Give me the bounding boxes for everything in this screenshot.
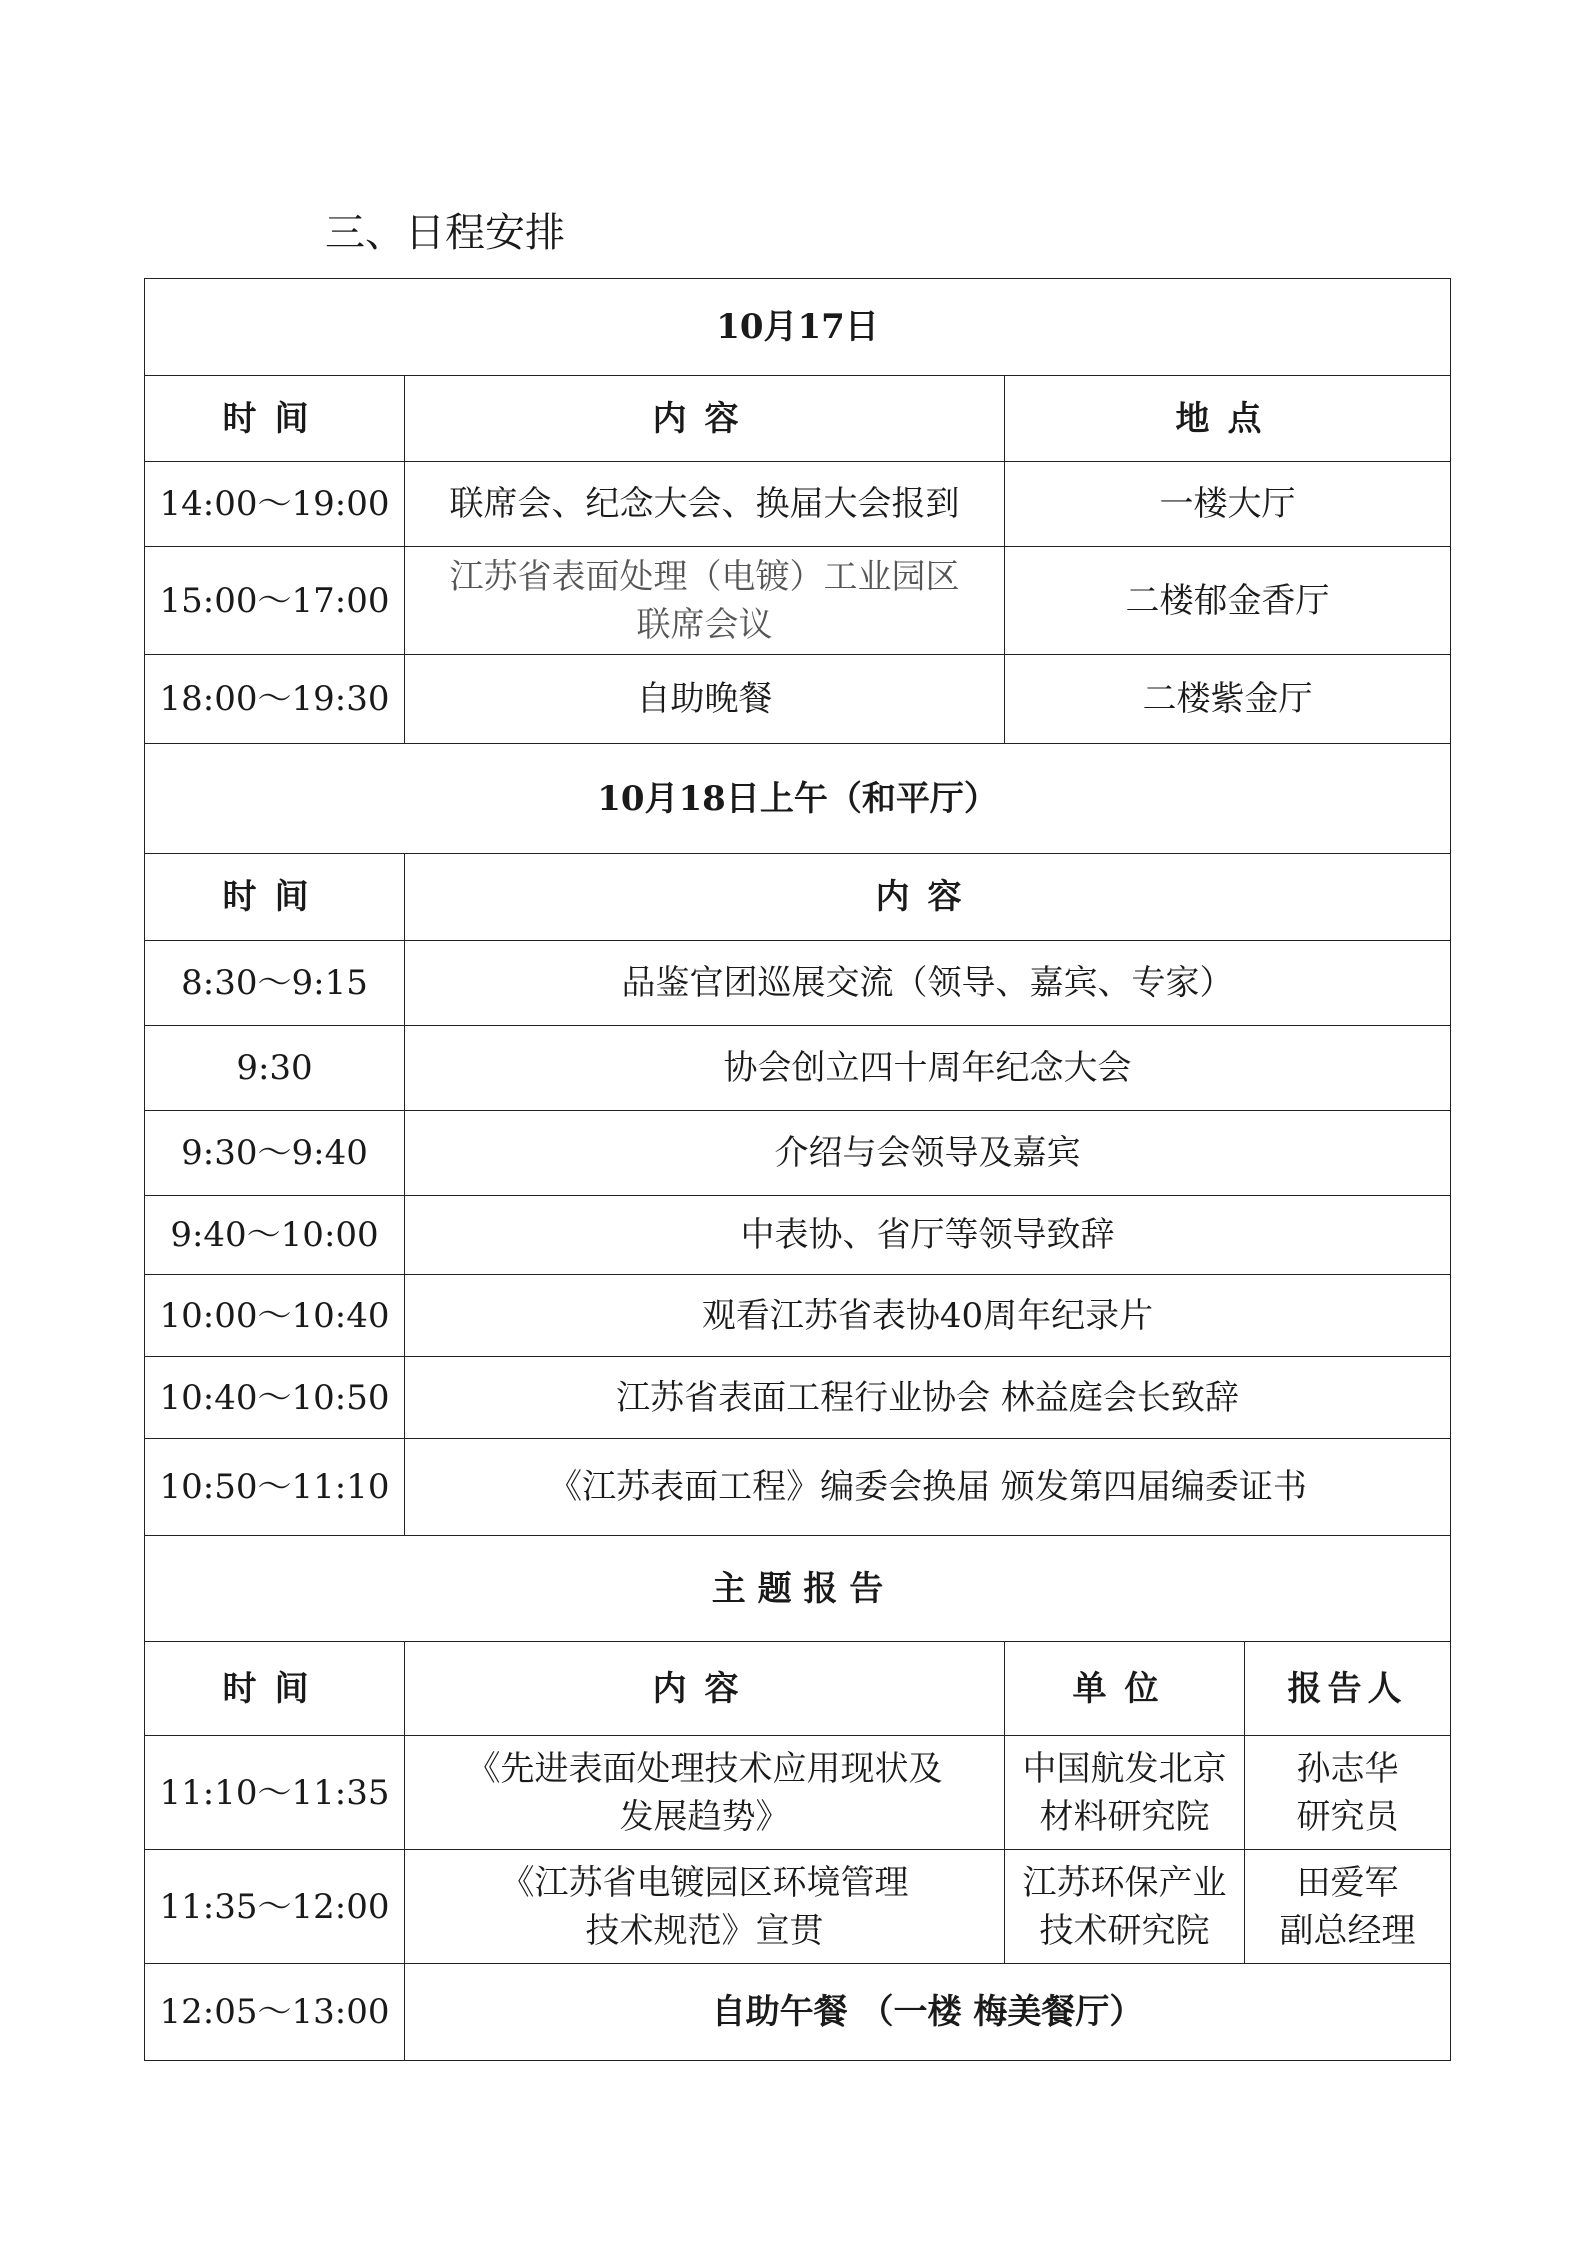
table-row [145,1275,1451,1357]
row-content: 观看江苏省表协40周年纪录片 [405,1275,1451,1357]
day2-title-row [145,744,1451,854]
table-row [145,1196,1451,1275]
table-row [145,1439,1451,1536]
day2-header-row [145,854,1451,941]
table-row [145,1736,1451,1850]
row-content-line2: 技术规范》宣贯 [585,1910,824,1951]
row-content: 自助晚餐 [405,655,1005,744]
header-time: 时间 [145,376,405,462]
schedule-table [144,278,1451,2061]
table-row [145,547,1451,655]
header-content: 内容 [405,854,1451,941]
row-time: 9:40～10:00 [145,1196,405,1275]
table-row [145,462,1451,547]
table-row [145,1026,1451,1111]
row-time: 8:30～9:15 [145,941,405,1026]
row-time: 11:10～11:35 [145,1736,405,1850]
row-content: 协会创立四十周年纪念大会 [405,1026,1451,1111]
header-content: 内容 [405,376,1005,462]
row-content-line1: 《先进表面处理技术应用现状及 [466,1748,943,1789]
row-time: 10:00～10:40 [145,1275,405,1357]
row-content: 联席会、纪念大会、换届大会报到 [405,462,1005,547]
row-time: 9:30～9:40 [145,1111,405,1196]
row-time: 14:00～19:00 [145,462,405,547]
reports-title: 主 题 报 告 [145,1536,1451,1642]
table-row [145,655,1451,744]
row-place: 二楼紫金厅 [1005,655,1451,744]
row-content: 《江苏表面工程》编委会换届 颁发第四届编委证书 [405,1439,1451,1536]
row-speaker-line1: 孙志华 [1296,1748,1399,1789]
row-content-line2: 联席会议 [636,604,773,645]
row-unit-line2: 材料研究院 [1039,1796,1210,1837]
header-speaker: 报告人 [1245,1642,1451,1736]
row-unit [1005,1736,1245,1850]
row-content: 中表协、省厅等领导致辞 [405,1196,1451,1275]
table-row [145,1357,1451,1439]
header-place: 地点 [1005,376,1451,462]
day1-title: 10月17日 [145,279,1451,376]
row-content-line1: 《江苏省电镀园区环境管理 [500,1862,909,1903]
row-content: 江苏省表面工程行业协会 林益庭会长致辞 [405,1357,1451,1439]
row-speaker-line2: 副总经理 [1279,1910,1416,1951]
row-content-line1: 江苏省表面处理（电镀）工业园区 [449,556,960,597]
row-time: 18:00～19:30 [145,655,405,744]
row-time: 12:05～13:00 [145,1964,405,2061]
header-time: 时间 [145,1642,405,1736]
row-content: 品鉴官团巡展交流（领导、嘉宾、专家） [405,941,1451,1026]
row-time: 9:30 [145,1026,405,1111]
row-place: 二楼郁金香厅 [1005,547,1451,655]
row-time: 10:50～11:10 [145,1439,405,1536]
table-row [145,941,1451,1026]
lunch-row [145,1964,1451,2061]
row-unit-line1: 中国航发北京 [1022,1748,1227,1789]
day2-title: 10月18日上午（和平厅） [145,744,1451,854]
row-time: 10:40～10:50 [145,1357,405,1439]
header-content: 内容 [405,1642,1005,1736]
section-heading: 三、日程安排 [325,210,565,256]
row-speaker [1245,1736,1451,1850]
row-content: 介绍与会领导及嘉宾 [405,1111,1451,1196]
header-time: 时间 [145,854,405,941]
row-speaker-line1: 田爱军 [1296,1862,1399,1903]
row-content: 自助午餐 （一楼 梅美餐厅） [405,1964,1451,2061]
row-content [405,1850,1005,1964]
day1-title-row [145,279,1451,376]
row-time: 15:00～17:00 [145,547,405,655]
reports-header-row [145,1642,1451,1736]
row-content-line2: 发展趋势》 [619,1796,790,1837]
header-unit: 单位 [1005,1642,1245,1736]
table-row [145,1850,1451,1964]
row-place: 一楼大厅 [1005,462,1451,547]
row-unit-line2: 技术研究院 [1039,1910,1210,1951]
row-content [405,547,1005,655]
table-row [145,1111,1451,1196]
row-speaker-line2: 研究员 [1296,1796,1399,1837]
day1-header-row [145,376,1451,462]
reports-title-row [145,1536,1451,1642]
row-speaker [1245,1850,1451,1964]
row-time: 11:35～12:00 [145,1850,405,1964]
row-unit-line1: 江苏环保产业 [1022,1862,1227,1903]
row-unit [1005,1850,1245,1964]
row-content [405,1736,1005,1850]
